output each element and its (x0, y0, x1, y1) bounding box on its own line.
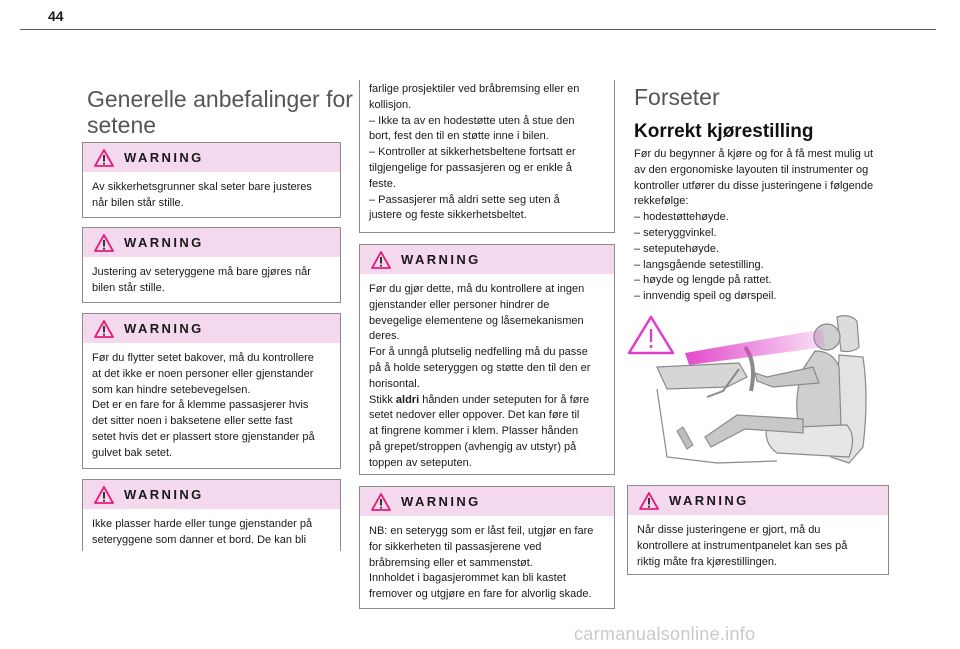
text-line: – seteputehøyde. (634, 242, 720, 255)
warning-text (360, 80, 614, 231)
warning-label: WARNING (401, 494, 481, 509)
warning-label: WARNING (124, 150, 204, 165)
warning-label: WARNING (124, 235, 204, 250)
text-line: Av sikkerhetsgrunner skal seter bare justeres (92, 181, 312, 193)
warning-text (83, 257, 340, 304)
text-line: Når disse justeringene er gjort, må du (637, 524, 821, 536)
page-number: 44 (48, 8, 64, 24)
text-line: for sikkerheten til passasjerene ved (369, 540, 542, 553)
text-line: deres. (369, 330, 400, 343)
warning-text (360, 516, 614, 610)
warning-header (83, 314, 340, 343)
text-line: kontroller utfører du disse justeringene i følgende (634, 179, 874, 192)
warning-box (359, 244, 615, 475)
warning-label: WARNING (124, 487, 204, 502)
warning-text (83, 509, 340, 556)
warning-text (83, 343, 340, 469)
text-line: når bilen står stille. (92, 196, 184, 209)
warning-text (628, 515, 888, 577)
continued-warning (359, 80, 615, 233)
warning-box (82, 313, 341, 469)
section-title: Forseter (634, 84, 720, 110)
text-run: hånden under seteputen for å føre (419, 393, 590, 406)
text-line: kollisjon. (369, 98, 412, 111)
text-line: Før du gjør dette, må du kontrollere at ingen (369, 283, 585, 295)
text-line: setet hvis det er plassert store gjenstander på (92, 430, 315, 443)
text-line: Før du begynner å kjøre og for å få mest mulig ut (634, 148, 874, 160)
warning-header (628, 486, 888, 515)
text-line: – innvendig speil og dørspeil. (634, 290, 777, 303)
text-line: Innholdet i bagasjerommet kan bli kastet (369, 572, 566, 585)
warning-text (360, 274, 614, 479)
warning-box (82, 142, 341, 218)
text-line: NB: en seterygg som er låst feil, utgjør en fare (369, 525, 594, 537)
warning-text (83, 172, 340, 219)
text-line: at det ikke er noen personer eller gjenstander (92, 367, 314, 380)
body-text (634, 147, 873, 305)
text-line: på å holde seteryggen og støtte den til den er (369, 361, 591, 374)
text-line: – Ikke ta av en hodestøtte uten å stue den (369, 114, 575, 127)
text-line: – høyde og lengde på rattet. (634, 274, 772, 287)
text-line: For å unngå plutselig nedfelling må du passe (369, 346, 588, 359)
text-line: – langsgående setestilling. (634, 258, 764, 271)
text-line: feste. (369, 177, 396, 190)
text-line: bort, fest den til en støtte inne i bilen. (369, 130, 549, 143)
warning-label: WARNING (669, 493, 749, 508)
text-line: Før du flytter setet bakover, må du kontrollere (92, 352, 314, 364)
section-title (87, 86, 353, 138)
warning-header (360, 487, 614, 516)
warning-icon (371, 251, 391, 269)
text-line: bevegelige elementene og låsemekanismen (369, 314, 584, 327)
warning-box (627, 485, 889, 575)
text-line: fremover og utgjøre en fare for alvorlig skade. (369, 588, 592, 601)
text-line: kontrollere at instrumentpanelet kan ses på (637, 539, 848, 552)
text-line: tilgjengelige for passasjeren og er enkle å (369, 161, 573, 174)
warning-icon (94, 234, 114, 252)
text-line: Justering av seteryggene må bare gjøres når (92, 266, 311, 278)
warning-icon (94, 486, 114, 504)
title-line: setene (87, 112, 157, 138)
warning-icon (371, 493, 391, 511)
warning-header (83, 480, 340, 509)
warning-header (83, 143, 340, 172)
text-line: på grepet/stroppen (avhengig av utstyr) på (369, 440, 577, 453)
text-line: riktig måte fra kjørestillingen. (637, 555, 777, 568)
warning-box (359, 486, 615, 609)
warning-icon (94, 320, 114, 338)
subsection-title: Korrekt kjørestilling (634, 121, 814, 142)
watermark: carmanualsonline.info (574, 624, 756, 644)
warning-box (82, 479, 341, 551)
text-line: horisontal. (369, 377, 420, 390)
warning-icon (639, 492, 659, 510)
warning-label: WARNING (124, 321, 204, 336)
warning-icon (94, 149, 114, 167)
text-line: toppen av seteputen. (369, 456, 472, 469)
text-line: bråbremsing eller et sammenstøt. (369, 556, 533, 569)
text-line: gulvet bak setet. (92, 446, 173, 459)
header-rule (20, 29, 936, 30)
text-line: seteryggene som danner et bord. De kan bli (92, 533, 307, 546)
text-line: bilen står stille. (92, 281, 165, 294)
text-run: Stikk (369, 393, 396, 406)
text-line: Ikke plasser harde eller tunge gjenstander på (92, 518, 313, 530)
text-line: rekkefølge: (634, 195, 689, 208)
driving-position-illustration (627, 307, 889, 475)
text-line: – Kontroller at sikkerhetsbeltene fortsatt er (369, 146, 576, 159)
emphasis-text: aldri (395, 393, 420, 406)
warning-label: WARNING (401, 252, 481, 267)
text-line: justere og feste sikkerhetsbeltet. (369, 209, 527, 222)
warning-header (360, 245, 614, 274)
text-line: – Passasjerer må aldri sette seg uten å (369, 193, 560, 206)
text-line: – hodestøttehøyde. (634, 211, 729, 224)
title-line: Generelle anbefalinger for (87, 86, 353, 112)
text-line: av den ergonomiske layouten til instrumenter og (634, 163, 869, 176)
text-line: Det er en fare for å klemme passasjerer hvis (92, 399, 309, 412)
text-line: farlige prosjektiler ved bråbremsing eller en (369, 83, 580, 95)
warning-box (82, 227, 341, 303)
text-line: som kan hindre setebevegelsen. (92, 383, 251, 396)
warning-header (83, 228, 340, 257)
text-line (369, 393, 605, 409)
text-line: gjenstander eller personer hindrer de (369, 298, 550, 311)
text-line: – seteryggvinkel. (634, 226, 717, 239)
text-line: setet nedover eller oppover. Det kan føre til (369, 409, 580, 422)
text-line: det sitter noen i baksetene eller sette fast (92, 415, 293, 428)
text-line: at fingrene kommer i klem. Plasser hånden (369, 425, 579, 438)
